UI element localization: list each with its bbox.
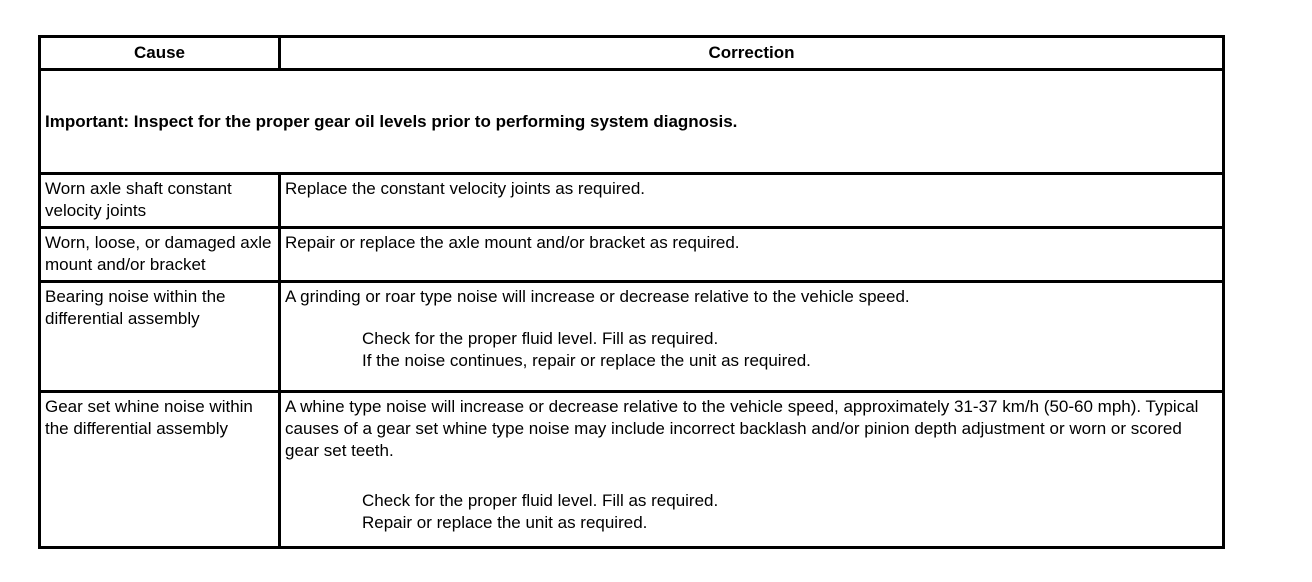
correction-cell <box>280 174 1224 228</box>
correction-cell <box>280 392 1224 548</box>
diagnosis-table <box>38 35 1225 549</box>
cause-cell: Worn, loose, or damaged axle mount and/or bracket <box>40 228 280 282</box>
cause-cell: Bearing noise within the differential assembly <box>40 282 280 392</box>
correction-steps <box>285 490 1218 534</box>
correction-column-header: Correction <box>280 37 1224 70</box>
correction-step: Repair or replace the unit as required. <box>362 513 648 532</box>
correction-text: A whine type noise will increase or decrease relative to the vehicle speed, approximately 31-37 km/h (50-60 mph). Typical causes of a gear set whine type noise may include incorrect backlash and/or pinion depth adjustment or worn or scored gear set teeth. <box>285 397 1199 460</box>
cause-cell: Gear set whine noise within the differential assembly <box>40 392 280 548</box>
header-row <box>40 37 1224 70</box>
correction-steps <box>285 328 1218 372</box>
table-row <box>40 174 1224 228</box>
correction-cell <box>280 282 1224 392</box>
important-note-row <box>40 70 1224 174</box>
correction-text: A grinding or roar type noise will increase or decrease relative to the vehicle speed. <box>285 287 910 306</box>
table-row <box>40 228 1224 282</box>
table-row <box>40 282 1224 392</box>
correction-step: Check for the proper fluid level. Fill as required. <box>362 329 719 348</box>
important-note: Important: Inspect for the proper gear oil levels prior to performing system diagnosis. <box>40 70 1224 174</box>
correction-cell <box>280 228 1224 282</box>
cause-cell: Worn axle shaft constant velocity joints <box>40 174 280 228</box>
cause-column-header: Cause <box>40 37 280 70</box>
correction-text: Replace the constant velocity joints as required. <box>285 179 646 198</box>
correction-step: If the noise continues, repair or replace the unit as required. <box>362 351 811 370</box>
correction-text: Repair or replace the axle mount and/or bracket as required. <box>285 233 740 252</box>
table-row <box>40 392 1224 548</box>
correction-step: Check for the proper fluid level. Fill as required. <box>362 491 719 510</box>
